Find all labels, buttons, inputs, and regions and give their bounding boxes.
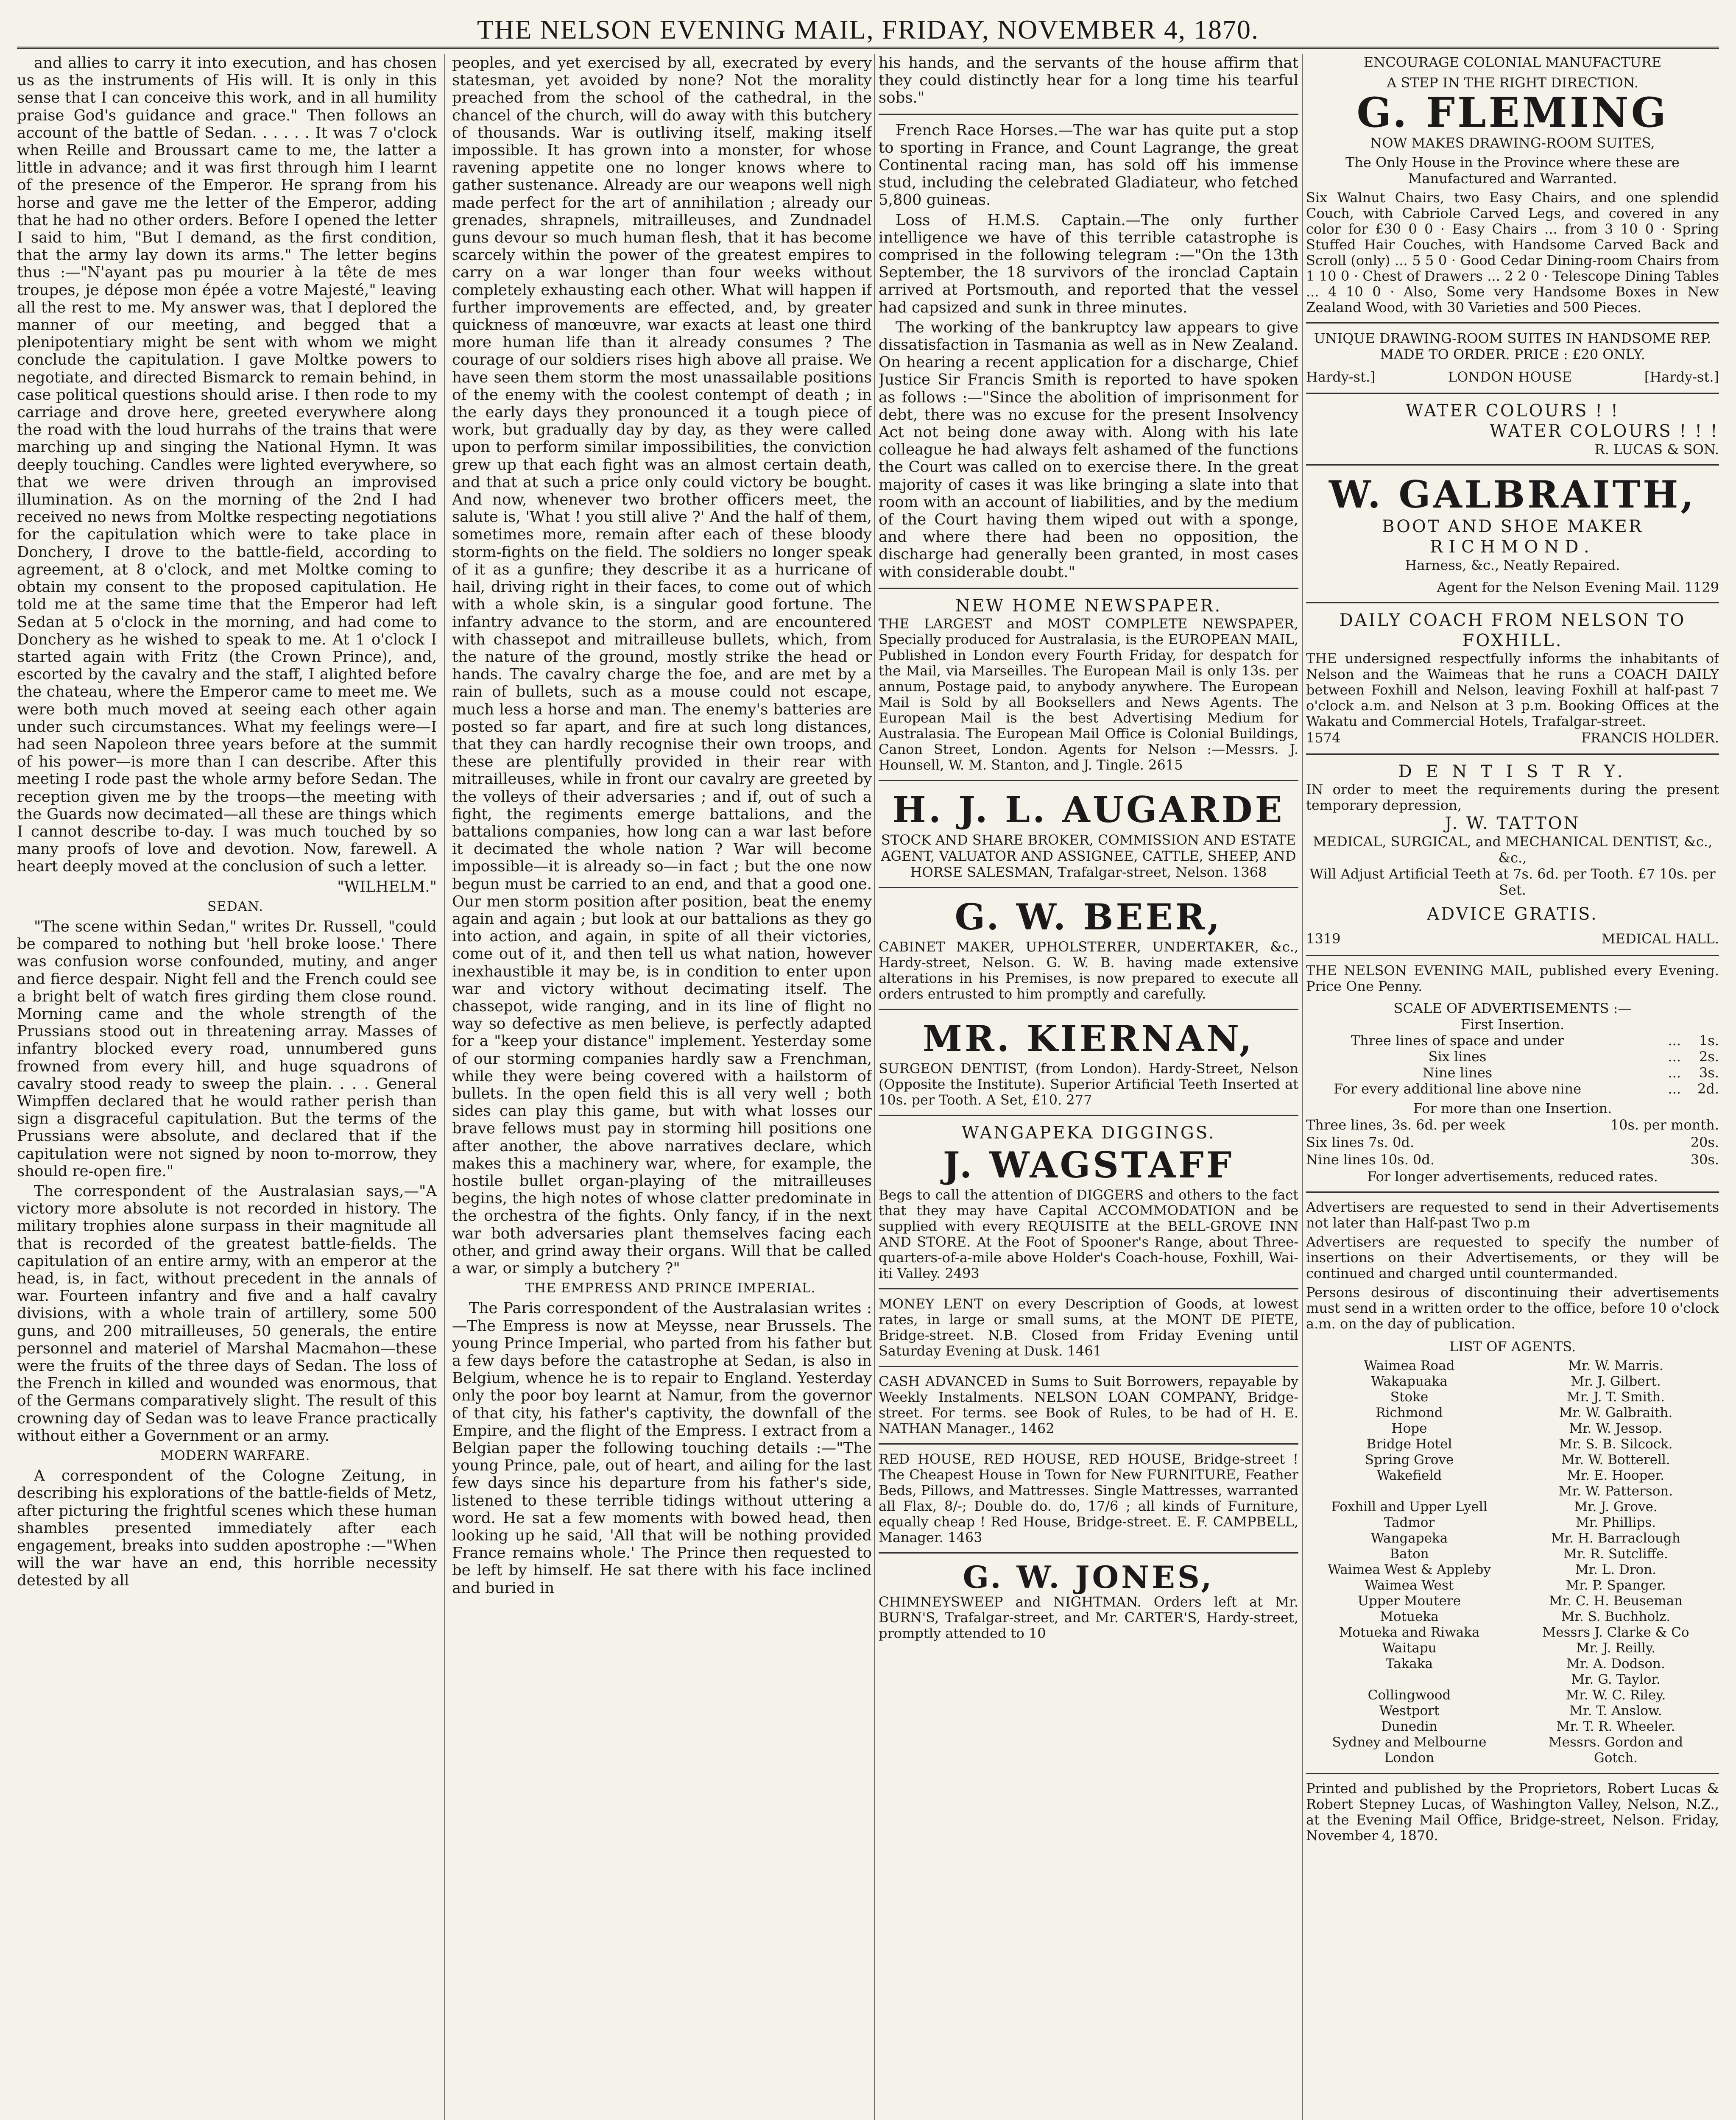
ad-footer-mid: LONDON HOUSE [1448,369,1572,385]
news-item: Loss of H.M.S. Captain.—The only further intelligence we have of this terrible catastrophe is comprised in the following telegram :—"On the 13th September, the 18 survivors of the ironclad Captain arrived at Portsmouth, and reported that the vessel had capsized and sunk in three minutes. [879,211,1298,316]
ad-heading: A STEP IN THE RIGHT DIRECTION. [1387,75,1638,91]
divider [879,1552,1298,1554]
column-rule [444,54,445,2120]
agent-place: Tadmor [1384,1515,1435,1531]
ad-heading: WATER COLOURS ! ! ! [1490,421,1719,441]
rate-table [1306,1032,1719,1097]
rate-cell: 3s. [1699,1064,1719,1081]
ad-body: CHIMNEYSWEEP and NIGHTMAN. Orders left at Mr. BURN'S, Trafalgar-street, and Mr. CARTER'S, Hardy-street, promptly attended to 10 [879,1593,1298,1641]
masthead: THE NELSON EVENING MAIL, FRIDAY, NOVEMBER 4, 1870. [17,13,1719,49]
agent-place: Westport [1379,1703,1440,1719]
ad-footer [1306,729,1719,747]
ad-new-home-newspaper [879,596,1298,773]
agent-place: Waimea Road [1364,1358,1455,1374]
agent-place: Motueka [1380,1609,1439,1625]
agent-name: Mr. J. Gilbert. [1571,1374,1661,1389]
agent-name: Mr. W. Marris. [1568,1358,1663,1374]
ad-subheading: RICHMOND. [1430,537,1595,557]
divider [879,1009,1298,1010]
ad-body: Advertisers are requested to send in their Advertisements not later than Half-past Two p.m [1306,1199,1719,1231]
ad-price-list: Six Walnut Chairs, two Easy Chairs, and one splendid Couch, with Cabriole Carved Legs, and covered in any color for £30 0 0 · Easy Chairs ... from 3 10 0 · Spring Stuffed Hair Couches, with Handsome Carved Back and Scroll (only) ... 5 5 0 · Good Cedar Dining-room Chairs from 1 10 0 · Chest of Drawers ... 2 2 0 · Telescope Dining Tables ... 4 10 0 · Also, Some very Handsome Boxes in New Zealand Wood, with 30 Varieties and 500 Pieces. [1306,190,1719,315]
rate-cell: 2d. [1697,1080,1719,1097]
ad-heading: ENCOURAGE COLONIAL MANUFACTURE [1363,54,1662,70]
ad-heading: SCALE OF ADVERTISEMENTS :— [1393,1000,1632,1016]
ad-heading: LIST OF AGENTS. [1449,1339,1576,1355]
rate-cell: 1s. [1699,1032,1719,1049]
agent-name: Mr. S. B. Silcock. [1559,1437,1673,1452]
agent-place: Hope [1391,1421,1427,1437]
ad-footer-left: 1574 [1306,730,1341,746]
agent-place: Wakapuaka [1371,1374,1448,1389]
agent-place: Takaka [1385,1656,1433,1672]
agent-name: Mr. W. C. Riley. [1566,1688,1666,1703]
agent-name: Mr. W. Galbraith. [1559,1405,1673,1421]
ad-body: IN order to meet the requirements during the present temporary depression, [1306,781,1719,814]
rate-cell: ... [1668,1032,1681,1049]
column-rule [874,54,875,2120]
agent-place: Collingwood [1368,1688,1451,1703]
rate-cell: 10s. per month. [1610,1116,1719,1133]
agent-name: Mr. W. Jessop. [1569,1421,1663,1437]
ad-jones [879,1560,1298,1641]
agent-place: Upper Moutere [1357,1593,1461,1609]
column-2 [452,54,872,2120]
ad-footer-right: MEDICAL HALL. [1601,931,1719,947]
agent-name: Mr. T. R. Wheeler. [1556,1719,1675,1735]
agent-place: Waimea West & Appleby [1328,1562,1491,1578]
agent-name: Mr. G. Taylor. [1571,1672,1661,1688]
article-text: and allies to carry it into execution, and has chosen us as the instruments of His will. It is only in this sense that I can conceive this work, and in all humility praise God's guidance and grace." Then follows an account of the battle of Sedan. . . . . . It was 7 o'clock when Reille and Broussart came to me, the latter a little in advance; and it was first through him I learnt of the presence of the Emperor. He sprang from his horse and gave me the letter of the Emperor, adding that he had no other orders. Before I opened the letter I said to him, "But I demand, as the first condition, that the army lay down its arms." The letter begins thus :—"N'ayant pas pu mourier à la tête de mes troupes, je dépose mon épée a votre Majesté," leaving all the rest to me. My answer was, that I deplored the manner of our meeting, and begged that a plenipotentiary might be sent with whom we might conclude the capitulation. I gave Moltke powers to negotiate, and directed Bismarck to remain behind, in case political questions should arise. I then rode to my carriage and drove here, greeted everywhere along the road with the loud hurrahs of the trains that were marching up and singing the National Hymn. It was deeply touching. Candles were lighted everywhere, so that we were driven through an improvised illumination. As on the morning of the 2nd I had received no news from Moltke respecting negotiations for the capitulation which were to take place in Donchery, I drove to the battle-field, according to agreement, at 8 o'clock, and met Moltke coming to obtain my consent to the proposed capitulation. He told me at the same time that the Emperor had left Sedan at 5 o'clock in the morning, and had come to Donchery as he wished to speak to me. At 1 o'clock I started again with Fritz (the Crown Prince), and, escorted by the cavalry and the staff, I alighted before the chateau, where the Emperor came to meet me. We were both much moved at seeing each other again under such circumstances. What my feelings were—I had seen Napoleon three years before at the summit of his power—is more than I can describe. After this meeting I rode past the whole army before Sedan. The reception given me by the troops—the meeting with the Guards now decimated—all these are things which I cannot describe to-day. I was much touched by so many proofs of love and devotion. Now, farewell. A heart deeply moved at the conclusion of such a letter. [17,54,437,876]
ad-name: MR. KIERNAN, [922,1017,1255,1060]
rate-cell: ... [1668,1048,1681,1065]
ad-text: Will Adjust Artificial Teeth at 7s. 6d. per Tooth. £7 10s. per Set. [1309,866,1716,898]
agent-name: Mr. L. Dron. [1575,1562,1657,1578]
ad-footer-right: FRANCIS HOLDER. [1581,730,1719,746]
agent-place: Bridge Hotel [1366,1437,1452,1452]
ad-heading: NEW HOME NEWSPAPER. [955,596,1222,616]
ad-text: ADVICE GRATIS. [1427,904,1598,924]
ad-galbraith [1306,472,1719,595]
agent-name: Messrs J. Clarke & Co [1542,1625,1689,1640]
ad-dentistry [1306,762,1719,948]
ad-body: SURGEON DENTIST, (from London). Hardy-Street, Nelson (Opposite the Institute). Superior Artificial Teeth Inserted at 10s. per Tooth. A Set, £10. 277 [879,1060,1298,1108]
news-item: French Race Horses.—The war has quite put a stop to sporting in France, and Count Lagrange, the great Continental racing man, has sold off his immense stud, including the celebrated Gladiateur, who fetched 5,800 guineas. [879,121,1298,209]
agent-place: Waitapu [1382,1640,1437,1656]
divider [879,588,1298,589]
agent-place: Waimea West [1365,1578,1454,1593]
divider [1306,955,1719,956]
ad-name: G. W. BEER, [955,895,1222,938]
agent-name: Mr. J. Grove. [1574,1499,1658,1515]
rate-cell: 2s. [1699,1048,1719,1065]
agent-place: Wangapeka [1370,1531,1448,1546]
ad-name: J. WAGSTAFF [943,1144,1234,1186]
ad-water-colours [1306,401,1719,457]
ad-heading: D E N T I S T R Y. [1398,762,1627,782]
agent-place: Stoke [1390,1389,1429,1405]
ad-body: THE undersigned respectfully informs the inhabitants of Nelson and the Waimeas that he runs a COACH DAILY between Foxhill and Nelson, leaving Foxhill at half-past 7 o'clock a.m. and Nelson at 3 p.m. Booking Offices at the Wakatu and Commercial Hotels, Trafalgar-street. [1306,650,1719,730]
rate-cell: 30s. [1690,1152,1719,1168]
article-text: his hands, and the servants of the house affirm that they could distinctly hear for a long time his tearful sobs." [879,54,1298,107]
ad-body: Advertisers are requested to specify the number of insertions on their Advertisements, or they will be continued and charged until countermanded. [1306,1234,1719,1282]
agent-name: Mr. E. Hooper. [1567,1468,1665,1484]
rate-table [1306,1116,1719,1169]
ad-subheading: BOOT AND SHOE MAKER [1382,517,1643,537]
agent-name: Mr. W. Botterell. [1561,1452,1670,1468]
article-text: peoples, and yet exercised by all, execrated by every statesman, yet avoided by none? Not the morality preached from the school of the cathedral, in the chancel of the church, will do away with this butchery of thousands. War is outliving itself, making itself impossible. It has grown into a monster, for whose ravening appetite one no longer knows where to gather sustenance. Already are our weapons well nigh made perfect for the art of annihilation ; already our grenades, shrapnels, mitrailleuses, and Zundnadel guns devour so much human flesh, that it has become scarcely within the power of the greatest empires to carry on a war longer than four weeks without completely exhausting each other. What will happen if further improvements are effected, and, by greater quickness of manœuvre, war exacts at least one third more human life than it already consumes ? The courage of our soldiers rises high above all praise. We have seen them storm the most unassailable positions of the enemy with the coolest contempt of death ; in the early days they pronounced it a tough piece of work, but gradually day by day, as they were called upon to perform similar impossibilities, the conviction grew up that each fight was an almost certain death, and that at such a price only could victory be bought. And now, whenever two brother officers meet, the salute is, 'What ! you still alive ?' And the half of them, sometimes more, remain after each of these bloody storm-fights on the field. The soldiers no longer speak of it as a gunfire; they describe it as a hurricane of hail, driving right in their faces, to come out of which with a whole skin, is a singular good fortune. The infantry advance to the storm, and are encountered with chassepot and mitrailleuse bullets, which, from the nature of the ground, mostly strike the head or hands. The cavalry charge the foe, and are met by a rain of bullets, such as a mouse could not escape, much less a horse and man. The enemy's batteries are posted so far apart, and fire at such long distances, that they can hardly recognise their own troops, and these are plentifully provided in their rear with mitrailleuses, while in front our cavalry are greeted by the volleys of their adversaries ; and if, out of such a fight, the regiments emerge battalions, and the battalions companies, how long can a war last before it decimated the whole nation ? War will become impossible—it is already so—in fact ; but the one now begun must be carried to an end, and that a good one. Our men storm position after position, beat the enemy again and again ; but look at our battalions as they go into action, and again, in spite of all their victories, come out of it, and then tell us what nation, however inexhaustible it may be, is in condition to enter upon war and victory without decimating itself. The chassepot, wide ranging, and in its line of flight no way so defective as men believe, is perfectly adapted for a "keep your distance" implement. Yesterday some of our storming companies hardly saw a Frenchman, while they were being covered with a hailstorm of bullets. In the open field this is all very well ; both sides can play this game, but with what losses our brave fellows must pay in storming hill positions one after another, the above narratives declare, which makes this a machinery war, where, for example, the hostile bullet organ-playing of the mitrailleuses begins, the high notes of whose clatter predominate in the orchestra of the fights. Only fancy, if in the next war both adversaries plant themselves facing each other, and grind away their organs. Will that be called a war, or simply a butchery ?" [452,54,872,1278]
ad-augarde [879,788,1298,880]
agent-place: Wakefield [1376,1468,1442,1484]
agent-place: Baton [1390,1546,1429,1562]
article-text: "The scene within Sedan," writes Dr. Russell, "could be compared to nothing but 'hell broke loose.' There was confusion worse confounded, mutiny, and anger and fierce despair. Night fell and the French could see a bright belt of watch fires girding them close round. Morning came and the whole strength of the Prussians stood out in threatening array. Masses of infantry blocked every road, unnumbered guns frowned from every hill, and huge squadrons of cavalry stood ready to sweep the plain. . . . General Wimpffen declared that he would rather perish than sign a disgraceful capitulation. But the terms of the Prussians were absolute, and declared that if the capitulation were not signed by noon to-morrow, they should re-open fire." [17,918,437,1180]
rate-cell: Nine lines [1422,1064,1493,1081]
divider [879,1366,1298,1367]
ad-body: MONEY LENT on every Description of Goods, at lowest rates, in large or small sums, at the MONT DE PIETE, Bridge-street. N.B. Closed from Friday Evening until Saturday Evening at Dusk. 1461 [879,1295,1298,1359]
agent-name: Gotch. [1594,1750,1638,1766]
ad-text: The Only House in the Province where these are Manufactured and Warranted. [1345,154,1680,187]
advertising-rates [1306,963,1719,1766]
agent-name: Mr. A. Dodson. [1566,1656,1665,1672]
section-heading: MODERN WARFARE. [160,1448,310,1464]
agents-list [1306,1358,1719,1766]
ad-beer [879,895,1298,1002]
ad-coach [1306,610,1719,747]
agent-place: Spring Grove [1365,1452,1454,1468]
ad-heading: DAILY COACH FROM NELSON TO FOXHILL. [1339,611,1686,651]
rate-row [1306,1134,1719,1151]
article-text: The correspondent of the Australasian says,—"A victory more absolute is not recorded in history. The military trophies alone surpass in their magnitude all that is recorded of the greatest battle-fields. The capitulation of an entire army, with an emperor at the head, is, in fact, without precedent in the annals of war. Fourteen infantry and five and a half cavalry divisions, with a whole train of artillery, some 500 guns, and 200 mitrailleuses, 50 generals, the entire personnel and materiel of Marshal Macmahon—these were the fruits of the three days of Sedan. The loss of the French in killed and wounded was enormous, that of the Germans comparatively slight. The result of this crowning day of Sedan was to leave France practically without either a Government or an army. [17,1183,437,1445]
rate-row [1306,1116,1719,1134]
divider [1306,393,1719,394]
news-item: The working of the bankruptcy law appears to give dissatisfaction in Tasmania as well as in New Zealand. On hearing a recent application for a discharge, Chief Justice Sir Francis Smith is reported to have spoken as follows :—"Since the abolition of imprisonment for debt, there was no excuse for the present Insolvency Act not being done away with. Along with his late colleague he had always felt ashamed of the functions the Court was called on to exercise there. In the great majority of cases it was like bringing a slate into that room with an account of liabilities, and by the medium of the Court having them wiped out with a sponge, and where there had been no opposition, the discharge had generally been granted, in most cases with considerable doubt." [879,318,1298,581]
agent-place: Motueka and Riwaka [1339,1625,1480,1640]
ad-footer [1306,368,1719,386]
ad-text: UNIQUE DRAWING-ROOM SUITES IN HANDSOME REP. MADE TO ORDER. PRICE : £20 ONLY. [1314,330,1711,363]
agent-name: Messrs. Gordon and [1548,1735,1683,1750]
agent-name: Mr. P. Spanger. [1566,1578,1666,1593]
article-text: The Paris correspondent of the Australasian writes :—The Empress is now at Meysse, near Brussels. The young Prince Imperial, who parted from his father but a few days before the catastrophe at Sedan, is also in Belgium, whence he is to repair to England. Yesterday only the poor boy learnt at Namur, from the governor of that city, his father's captivity, the downfall of the Empire, and the flight of the Empress. I extract from a Belgian paper the following touching details :—"The young Prince, pale, out of heart, and ailing for the last few days since his departure from his father's side, listened to these terrible tidings without uttering a word. He sat a few moments with bowed head, then looking up he said, 'All that will be nothing provided France remains whole.' The Prince then requested to be left by himself. He sat there with his face inclined and buried in [452,1300,872,1597]
divider [1306,1191,1719,1193]
ad-body: THE NELSON EVENING MAIL, published every Evening. Price One Penny. [1306,962,1719,994]
ad-body: CABINET MAKER, UPHOLSTERER, UNDERTAKER, &c., Hardy-street, Nelson. G. W. B. having made extensive alterations in his Premises, is now prepared to execute all orders entrusted to him promptly and carefully. [879,938,1298,1002]
column-3 [879,54,1298,2120]
rate-cell: Six lines 7s. 0d. [1306,1134,1415,1150]
ad-subheading: First Insertion. [1460,1016,1565,1032]
ad-body: Persons desirous of discontinuing their advertisements must send in a written order to the office, before 10 o'clock a.m. on the day of publication. [1306,1284,1719,1332]
ad-name: H. J. L. AUGARDE [892,788,1285,831]
divider [1306,464,1719,466]
agent-place [1306,1672,1513,1688]
agent-name: Mr. W. Patterson. [1558,1484,1673,1499]
article-text: A correspondent of the Cologne Zeitung, in describing his explorations of the battle-fields of Metz, after picturing the frightful scenes which these human shambles presented immediately after each engagement, breaks into sudden apostrophe :—"When will the war have an end, this horrible necessity detested by all [17,1467,437,1590]
ad-cash-advanced [879,1374,1298,1437]
rate-cell: For every additional line above nine [1333,1080,1581,1097]
rate-cell: 20s. [1690,1134,1719,1150]
ad-text: R. LUCAS & SON. [1594,441,1719,458]
rate-cell: ... [1668,1064,1681,1081]
ad-text: MEDICAL, SURGICAL, and MECHANICAL DENTIST, &c., &c., [1312,834,1713,866]
ad-name: W. GALBRAITH, [1329,472,1696,517]
divider [879,780,1298,781]
ad-body: Begs to call the attention of DIGGERS and others to the fact that they may have Capital ACCOMMODATION and be supplied with every REQUISITE at the BELL-GROVE INN AND STORE. At the Foot of Spooner's Range, about Three-quarters-of-a-mile above Holder's Coach-house, Foxhill, Wai-iti Valley. 2493 [879,1186,1298,1281]
ad-kiernan [879,1017,1298,1108]
section-heading: THE EMPRESS AND PRINCE IMPERIAL. [525,1280,816,1296]
divider [1306,1773,1719,1774]
rate-cell: ... [1668,1080,1681,1097]
agent-name: Mr. J. Reilly. [1576,1640,1656,1656]
column-4 [1306,54,1719,2120]
agent-name: Mr. C. H. Beuseman [1549,1593,1683,1609]
agent-place: Richmond [1376,1405,1443,1421]
ad-footer [1306,930,1719,948]
agent-place [1306,1484,1513,1499]
ad-text: For longer advertisements, reduced rates. [1367,1169,1658,1185]
ad-name: J. W. TATTON [1445,814,1580,834]
rate-row [1306,1151,1719,1169]
agent-name: Mr. Phillips. [1576,1515,1656,1531]
ad-footer-left: Hardy-st.] [1306,369,1376,385]
section-heading: SEDAN. [207,898,264,914]
ad-body: CASH ADVANCED in Sums to Suit Borrowers, repayable by Weekly Instalments. NELSON LOAN COMPANY, Bridge-street. For terms. see Book of Rules, to be had of H. E. NATHAN Manager., 1462 [879,1373,1298,1437]
ad-red-house [879,1451,1298,1545]
ad-name: G. W. JONES, [963,1559,1214,1595]
divider [1306,753,1719,755]
rate-cell: Three lines, 3s. 6d. per week [1306,1116,1505,1133]
ad-body: THE LARGEST and MOST COMPLETE NEWSPAPER, Specially produced for Australasia, is the EUROPEAN MAIL, Published in London every Fourth Friday, for despatch for the Mail, via Marseilles. The European Mail is only 13s. per annum, Postage paid, to anybody anywhere. The European Mail is Sold by all Booksellers and News Agents. The European Mail is the best Advertising Medium for Australasia. The European Mail Office is Colonial Buildings, Canon Street, London. Agents for Nelson :—Messrs. J. Hounsell, W. M. Stanton, and J. Tingle. 2615 [879,615,1298,773]
agent-name: Mr. S. Buchholz. [1561,1609,1671,1625]
agent-name: Mr. H. Barraclough [1551,1531,1680,1546]
ad-fleming [1306,54,1719,386]
rate-cell: Six lines [1428,1048,1487,1065]
ad-name: G. FLEMING [1356,89,1669,137]
ad-subheading: For more than one Insertion. [1413,1100,1612,1116]
ad-body: STOCK AND SHARE BROKER, COMMISSION AND ESTATE AGENT, VALUATOR AND ASSIGNEE, CATTLE, SHEEP, AND HORSE SALESMAN, Trafalgar-street, Nelson. 1368 [881,831,1296,880]
column-rule [1302,54,1303,2120]
rate-cell: Three lines of space and under [1351,1032,1564,1049]
agent-place: Dunedin [1381,1719,1437,1735]
rate-cell: Nine lines 10s. 0d. [1306,1152,1435,1168]
imprint: Printed and published by the Proprietors, Robert Lucas & Robert Stepney Lucas, of Washington Valley, Nelson, N.Z., at the Evening Mail Office, Bridge-street, Nelson. Friday, November 4, 1870. [1306,1780,1719,1844]
ad-heading: WATER COLOURS ! ! [1405,401,1620,421]
column-1 [17,54,437,2120]
ad-wagstaff [879,1123,1298,1281]
agent-name: Mr. T. Anslow. [1569,1703,1662,1719]
agent-name: Mr. J. T. Smith. [1566,1389,1665,1405]
divider [879,114,1298,115]
divider [1306,322,1719,324]
agent-name: Mr. R. Sutcliffe. [1563,1546,1668,1562]
divider [879,1288,1298,1289]
agent-place: Sydney and Melbourne [1332,1735,1487,1750]
divider [879,1443,1298,1445]
ad-text: Agent for the Nelson Evening Mail. 1129 [1437,579,1719,596]
ad-footer-left: 1319 [1306,931,1341,947]
divider [1306,602,1719,603]
ad-footer-right: [Hardy-st.] [1644,369,1719,385]
agent-place: London [1384,1750,1435,1766]
ad-heading: WANGAPEKA DIGGINGS. [961,1123,1216,1143]
agent-place: Foxhill and Upper Lyell [1331,1499,1488,1515]
ad-money-lent [879,1296,1298,1359]
ad-text: Harness, &c., Neatly Repaired. [1405,557,1620,574]
divider [879,887,1298,888]
divider [879,1115,1298,1116]
ad-body: RED HOUSE, RED HOUSE, RED HOUSE, Bridge-street ! The Cheapest House in Town for New FURNITURE, Feather Beds, Pillows, and Mattresses. Single Mattresses, warranted all Flax, 8/-; Double do. do, 17/6 ; all kinds of Furniture, equally cheap ! Red House, Bridge-street. E. F. CAMPBELL, Manager. 1463 [879,1451,1298,1545]
ad-subheading: NOW MAKES DRAWING-ROOM SUITES, [1370,135,1655,151]
signature: "WILHELM." [337,878,437,895]
